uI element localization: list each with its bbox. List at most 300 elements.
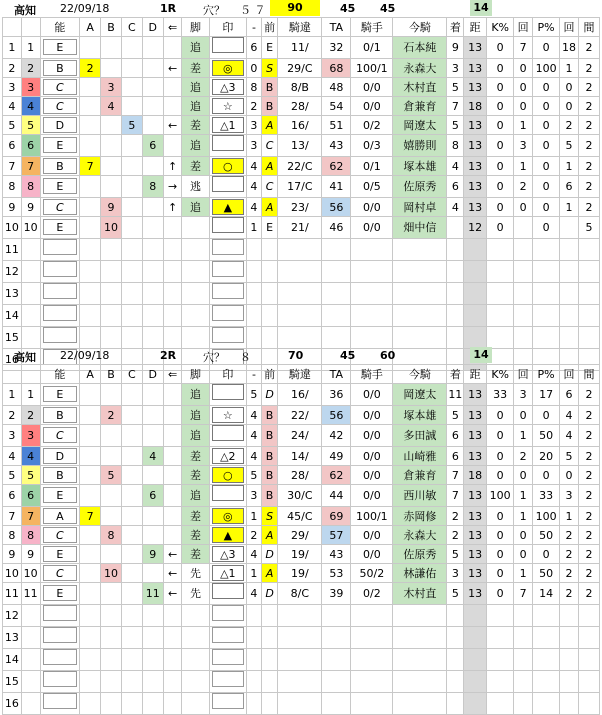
kai2-cell: 6 — [560, 384, 579, 406]
finish-cell: 5 — [447, 116, 464, 135]
empty-cell — [487, 693, 514, 715]
prev-cell: B — [261, 406, 278, 425]
waku-b-cell: 1 — [247, 507, 262, 526]
col-kyori: 距 — [464, 18, 487, 37]
prev-cell: D — [261, 583, 278, 605]
ability-grade — [40, 466, 80, 485]
ability-grade-box: C — [43, 527, 77, 543]
style-cell: 追 — [182, 384, 209, 406]
ability-grade — [40, 447, 80, 466]
empty-cell — [487, 261, 514, 283]
style-cell: 追 — [182, 78, 209, 97]
today-jockey-cell: 山崎雅 — [393, 447, 447, 466]
empty-cell — [278, 327, 322, 349]
mark-cell — [209, 507, 247, 526]
mark-box — [212, 649, 244, 665]
empty-cell — [182, 327, 209, 349]
mark-cell — [209, 239, 247, 261]
k-pct-cell: 0 — [487, 564, 514, 583]
col-d-cell — [142, 526, 163, 545]
col-kyori: 距 — [464, 365, 487, 384]
col-mae: 前 — [261, 18, 278, 37]
empty-cell — [163, 605, 182, 627]
empty-cell — [533, 305, 560, 327]
k-pct-cell: 0 — [487, 583, 514, 605]
empty-cell — [121, 627, 142, 649]
race-2-header — [0, 347, 602, 364]
mark-cell — [209, 37, 247, 59]
today-jockey-cell: 畑中信 — [393, 217, 447, 239]
col-a-cell — [80, 466, 101, 485]
kai2-cell: 2 — [560, 526, 579, 545]
horse-number: 8 — [3, 176, 22, 198]
today-jockey-cell: 西川敏 — [393, 485, 447, 507]
waku-number: 5 — [21, 466, 40, 485]
empty-cell — [121, 327, 142, 349]
ability-grade — [40, 627, 80, 649]
col-b-cell: 10 — [101, 217, 122, 239]
today-jockey-cell: 赤岡修 — [393, 507, 447, 526]
distance-cell — [464, 261, 487, 283]
col-chaku: 着 — [447, 18, 464, 37]
prev-cell: S — [261, 59, 278, 78]
col-a-cell: 7 — [80, 507, 101, 526]
mark-cell — [209, 384, 247, 406]
col-a: A — [80, 365, 101, 384]
horse-number: 5 — [3, 116, 22, 135]
empty-cell — [142, 605, 163, 627]
mark-box: ○ — [212, 158, 244, 174]
empty-cell — [142, 671, 163, 693]
top-score-4: 14 — [470, 0, 492, 16]
distance-cell — [464, 239, 487, 261]
empty-cell — [560, 239, 579, 261]
ana-label: 穴？ — [203, 351, 225, 364]
arrow-cell — [163, 97, 182, 116]
ability-grade-box: D — [43, 117, 77, 133]
col-kikan: 騎違 — [278, 365, 322, 384]
jockey-cell: 100/1 — [351, 507, 393, 526]
col-no: 能 — [40, 365, 80, 384]
col-d-cell — [142, 198, 163, 217]
ability-grade — [40, 406, 80, 425]
empty-cell — [247, 693, 262, 715]
empty-cell — [278, 239, 322, 261]
distance-cell: 13 — [464, 526, 487, 545]
ability-grade — [40, 239, 80, 261]
finish-cell: 3 — [447, 59, 464, 78]
kai-cell: 0 — [514, 78, 533, 97]
finish-cell: 7 — [447, 97, 464, 116]
col-imakishi: 今騎 — [393, 18, 447, 37]
col-c-cell — [121, 135, 142, 157]
k-pct-cell: 0 — [487, 507, 514, 526]
horse-number: 11 — [3, 239, 22, 261]
empty-cell — [514, 327, 533, 349]
distance-cell: 13 — [464, 485, 487, 507]
arrow-cell: ← — [163, 545, 182, 564]
ability-grade-box: B — [43, 158, 77, 174]
ability-grade-box — [43, 327, 77, 343]
col-b-cell: 3 — [101, 78, 122, 97]
empty-cell — [487, 239, 514, 261]
p-pct-cell: 50 — [533, 425, 560, 447]
mark-cell — [209, 605, 247, 627]
kai2-cell: 5 — [560, 135, 579, 157]
kai2-cell: 3 — [560, 485, 579, 507]
table-row-empty — [3, 649, 600, 671]
col-d-cell — [142, 466, 163, 485]
horse-number: 7 — [3, 507, 22, 526]
col-c-cell — [121, 384, 142, 406]
waku-b-cell: 4 — [247, 545, 262, 564]
arrow-cell: ↑ — [163, 157, 182, 176]
col-b-cell — [101, 507, 122, 526]
empty-cell — [21, 327, 40, 349]
mark-cell — [209, 485, 247, 507]
mark-box: △2 — [212, 448, 244, 464]
waku-b-cell: 3 — [247, 116, 262, 135]
ability-grade — [40, 425, 80, 447]
p-pct-cell: 17 — [533, 384, 560, 406]
empty-cell — [182, 649, 209, 671]
ability-grade-box — [43, 627, 77, 643]
col-c-cell — [121, 157, 142, 176]
top-score-4: 14 — [470, 347, 492, 363]
col-a-cell — [80, 176, 101, 198]
table-row — [3, 135, 600, 157]
prev-cell: A — [261, 116, 278, 135]
col-ashi: 脚 — [182, 365, 209, 384]
ability-grade — [40, 564, 80, 583]
empty-cell — [514, 261, 533, 283]
ability-grade — [40, 198, 80, 217]
horse-number: 2 — [3, 59, 22, 78]
k-pct-cell: 0 — [487, 545, 514, 564]
mark-cell — [209, 198, 247, 217]
col-wakub: - — [247, 365, 262, 384]
finish-cell: 2 — [447, 507, 464, 526]
today-jockey-cell: 嬉勝則 — [393, 135, 447, 157]
kai-cell — [514, 217, 533, 239]
col-d-cell: 4 — [142, 447, 163, 466]
finish-cell: 6 — [447, 447, 464, 466]
empty-cell — [322, 239, 351, 261]
table-row — [3, 507, 600, 526]
interval-cell: 2 — [578, 157, 599, 176]
col-c-cell — [121, 564, 142, 583]
distance-cell: 13 — [464, 545, 487, 564]
mark-cell — [209, 671, 247, 693]
waku-number: 11 — [21, 583, 40, 605]
col-a-cell: 2 — [80, 59, 101, 78]
today-jockey-cell: 塚本雄 — [393, 406, 447, 425]
kikan-cell: 16/ — [278, 116, 322, 135]
waku-b-cell: 2 — [247, 97, 262, 116]
k-pct-cell: 0 — [487, 135, 514, 157]
col-d-cell: 9 — [142, 545, 163, 564]
kai2-cell: 6 — [560, 176, 579, 198]
empty-cell — [447, 283, 464, 305]
kai2-cell: 2 — [560, 564, 579, 583]
waku-b-cell: 4 — [247, 198, 262, 217]
ability-grade — [40, 545, 80, 564]
jockey-cell: 0/0 — [351, 485, 393, 507]
table-row — [3, 198, 600, 217]
empty-cell — [182, 239, 209, 261]
ability-grade — [40, 305, 80, 327]
ta-cell: 54 — [322, 97, 351, 116]
empty-cell — [322, 305, 351, 327]
empty-cell — [351, 605, 393, 627]
arrow-cell — [163, 406, 182, 425]
kikan-cell: 24/ — [278, 425, 322, 447]
mark-box — [212, 239, 244, 255]
col-d-cell — [142, 116, 163, 135]
empty-cell — [578, 671, 599, 693]
empty-cell — [261, 327, 278, 349]
distance-cell: 13 — [464, 78, 487, 97]
kai-cell: 7 — [514, 583, 533, 605]
finish-cell: 8 — [447, 135, 464, 157]
distance-cell: 13 — [464, 157, 487, 176]
waku-b-cell: 4 — [247, 406, 262, 425]
col-c-cell — [121, 198, 142, 217]
distance-cell: 13 — [464, 425, 487, 447]
empty-cell — [533, 261, 560, 283]
empty-cell — [101, 627, 122, 649]
distance-cell — [464, 605, 487, 627]
empty-cell — [21, 693, 40, 715]
interval-cell: 2 — [578, 485, 599, 507]
ability-grade — [40, 583, 80, 605]
col-kan: 間 — [578, 365, 599, 384]
col-d-cell: 8 — [142, 176, 163, 198]
empty-cell — [487, 283, 514, 305]
interval-cell: 2 — [578, 564, 599, 583]
date-label: 22/09/18 — [60, 349, 110, 362]
col-d-cell — [142, 406, 163, 425]
empty-cell — [487, 627, 514, 649]
col-d: D — [142, 365, 163, 384]
finish-cell: 9 — [447, 37, 464, 59]
empty-cell — [447, 649, 464, 671]
k-pct-cell: 0 — [487, 97, 514, 116]
race-1-body — [3, 37, 600, 371]
empty-cell — [351, 239, 393, 261]
horse-number: 10 — [3, 564, 22, 583]
col-c-cell: 5 — [121, 116, 142, 135]
empty-cell — [278, 649, 322, 671]
empty-cell — [393, 327, 447, 349]
prev-cell: C — [261, 176, 278, 198]
distance-cell: 13 — [464, 59, 487, 78]
ability-grade — [40, 507, 80, 526]
interval-cell: 2 — [578, 447, 599, 466]
waku-number: 6 — [21, 135, 40, 157]
col-no: 能 — [40, 18, 80, 37]
k-pct-cell: 33 — [487, 384, 514, 406]
interval-cell: 2 — [578, 384, 599, 406]
ability-grade-box: E — [43, 137, 77, 153]
ability-grade-box: E — [43, 487, 77, 503]
ability-grade — [40, 261, 80, 283]
k-pct-cell: 0 — [487, 406, 514, 425]
prev-cell: D — [261, 545, 278, 564]
waku-b-cell: 0 — [247, 59, 262, 78]
empty-cell — [182, 671, 209, 693]
waku-number: 9 — [21, 545, 40, 564]
empty-cell — [121, 283, 142, 305]
col-c-cell — [121, 485, 142, 507]
kai2-cell: 5 — [560, 447, 579, 466]
empty-cell — [142, 239, 163, 261]
mark-box — [212, 261, 244, 277]
empty-cell — [21, 305, 40, 327]
horse-number: 13 — [3, 283, 22, 305]
ability-grade-box: C — [43, 199, 77, 215]
empty-cell — [487, 327, 514, 349]
mark-cell — [209, 447, 247, 466]
p-pct-cell: 0 — [533, 116, 560, 135]
empty-cell — [80, 261, 101, 283]
kikan-cell: 17/C — [278, 176, 322, 198]
empty-cell — [261, 283, 278, 305]
top-score-2: 45 — [340, 2, 356, 15]
finish-cell: 7 — [447, 466, 464, 485]
col-d-cell — [142, 507, 163, 526]
race-2-table — [2, 364, 600, 715]
distance-cell: 13 — [464, 447, 487, 466]
p-pct-cell: 50 — [533, 526, 560, 545]
empty-cell — [21, 605, 40, 627]
table-row — [3, 384, 600, 406]
kai-cell: 7 — [514, 37, 533, 59]
waku-number: 1 — [21, 384, 40, 406]
empty-cell — [578, 283, 599, 305]
col-d-cell — [142, 97, 163, 116]
empty-cell — [21, 627, 40, 649]
ability-grade — [40, 59, 80, 78]
col-b-cell — [101, 59, 122, 78]
col-c-cell — [121, 217, 142, 239]
top-score-2: 45 — [340, 349, 356, 362]
p-pct-cell: 0 — [533, 466, 560, 485]
ta-cell: 46 — [322, 217, 351, 239]
prev-cell: B — [261, 447, 278, 466]
waku-b-cell: 3 — [247, 485, 262, 507]
jockey-cell: 0/0 — [351, 545, 393, 564]
horse-number: 10 — [3, 217, 22, 239]
col-c: C — [121, 365, 142, 384]
col-d-cell — [142, 217, 163, 239]
p-pct-cell: 0 — [533, 97, 560, 116]
empty-cell — [182, 261, 209, 283]
ta-cell: 62 — [322, 466, 351, 485]
style-cell: 追 — [182, 485, 209, 507]
distance-cell: 13 — [464, 507, 487, 526]
waku-number: 10 — [21, 217, 40, 239]
today-jockey-cell: 多田誠 — [393, 425, 447, 447]
empty-cell — [101, 605, 122, 627]
col-c-cell — [121, 545, 142, 564]
mark-cell — [209, 59, 247, 78]
col-b-cell — [101, 583, 122, 605]
horse-number: 5 — [3, 466, 22, 485]
horse-number: 7 — [3, 157, 22, 176]
ability-grade — [40, 384, 80, 406]
col-a: A — [80, 18, 101, 37]
mark-cell — [209, 526, 247, 545]
interval-cell: 2 — [578, 425, 599, 447]
distance-cell: 13 — [464, 583, 487, 605]
col-c-cell — [121, 176, 142, 198]
empty-cell — [322, 693, 351, 715]
empty-cell — [560, 327, 579, 349]
jockey-cell: 0/0 — [351, 97, 393, 116]
waku-number: 5 — [21, 116, 40, 135]
mark-cell — [209, 135, 247, 157]
waku-b-cell: 3 — [247, 135, 262, 157]
empty-cell — [322, 283, 351, 305]
col-chaku: 着 — [447, 365, 464, 384]
kikan-cell: 30/C — [278, 485, 322, 507]
empty-cell — [578, 649, 599, 671]
ta-cell: 53 — [322, 564, 351, 583]
p-pct-cell: 0 — [533, 78, 560, 97]
col-kishu: 騎手 — [351, 365, 393, 384]
empty-cell — [514, 627, 533, 649]
col-ta: TA — [322, 18, 351, 37]
empty-cell — [121, 693, 142, 715]
empty-cell — [101, 305, 122, 327]
col-b-cell — [101, 176, 122, 198]
ability-grade — [40, 217, 80, 239]
mark-cell — [209, 116, 247, 135]
mark-cell — [209, 157, 247, 176]
col-b-cell: 8 — [101, 526, 122, 545]
col-b-cell — [101, 447, 122, 466]
empty-cell — [578, 605, 599, 627]
col-imakishi: 今騎 — [393, 365, 447, 384]
empty-cell — [560, 671, 579, 693]
table-row-empty — [3, 261, 600, 283]
empty-cell — [514, 283, 533, 305]
col-b-cell: 4 — [101, 97, 122, 116]
empty-cell — [560, 261, 579, 283]
col-a-cell — [80, 384, 101, 406]
ability-grade-box — [43, 649, 77, 665]
p-pct-cell: 20 — [533, 447, 560, 466]
col-b-cell: 2 — [101, 406, 122, 425]
waku-number: 3 — [21, 78, 40, 97]
ability-grade-box — [43, 261, 77, 277]
table-row — [3, 157, 600, 176]
empty-cell — [121, 649, 142, 671]
empty-cell — [351, 649, 393, 671]
col-b-cell — [101, 157, 122, 176]
col-c-cell — [121, 78, 142, 97]
style-cell: 差 — [182, 545, 209, 564]
kikan-cell: 8/C — [278, 583, 322, 605]
col-k: K% — [487, 365, 514, 384]
kai-cell: 3 — [514, 384, 533, 406]
empty-cell — [322, 605, 351, 627]
jockey-cell: 0/0 — [351, 198, 393, 217]
horse-number: 13 — [3, 627, 22, 649]
k-pct-cell: 100 — [487, 485, 514, 507]
waku-b-cell: 6 — [247, 37, 262, 59]
